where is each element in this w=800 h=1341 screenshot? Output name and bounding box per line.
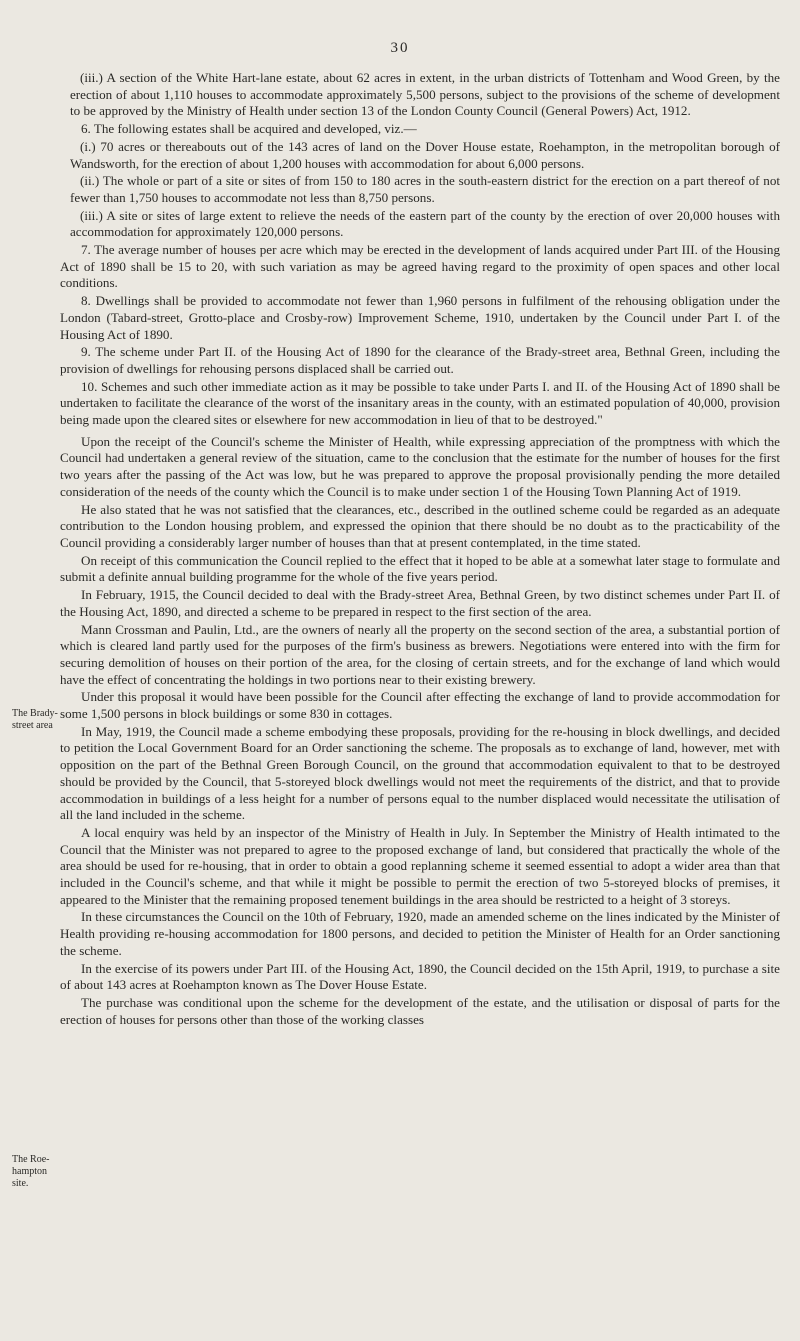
paragraph-clause-7: 7. The average number of houses per acre which may be erected in the development of lands acquired under Part III. of the Housing Act of 1890 shall be 15 to 20, with such variation as may be agreed having regard to the proximity of open spaces and other local conditions. — [60, 242, 780, 291]
paragraph-clause-9: 9. The scheme under Part II. of the Housing Act of 1890 for the clearance of the Brady-street area, Bethnal Green, including the provision of dwellings for rehousing persons displaced shall be carried out. — [60, 344, 780, 376]
paragraph-brady-street-1915: In February, 1915, the Council decided to deal with the Brady-street Area, Bethnal Green, by two distinct schemes under Part II. of the Housing Act, 1890, and directed a scheme to be prepared in respect to the first section of the area. — [60, 587, 780, 619]
paragraph-clause-10: 10. Schemes and such other immediate action as it may be possible to take under Parts I. and II. of the Housing Act of 1890 shall be undertaken to facilitate the clearance of the worst of the insanitary areas in the county, with an estimated population of 40,000, provision being made upon the cleared sites or elsewhere for new accommodation in lieu of that to be destroyed." — [60, 378, 780, 428]
paragraph-minister-not-satisfied: He also stated that he was not satisfied that the clearances, etc., described in the outlined scheme could be regarded as an adequate contribution to the London housing problem, and expressed the opinion that there should be no doubt as to the practicability of the Council providing a considerably larger number of houses than that at present contemplated, in the time stated. — [60, 501, 780, 550]
paragraph-mann-crossman: Mann Crossman and Paulin, Ltd., are the owners of nearly all the property on the second section of the area, a substantial portion of which is cleared land partly used for the purposes of the firm's business as brewers. Negotiations were entered into with the firm for securing demolition of houses on their portion of the area, for the closing of certain streets, and for the exchange of land which would have the effect of concentrating the holdings in two portions near to their existing brewery. — [60, 621, 780, 687]
paragraph-purchase-conditional: The purchase was conditional upon the scheme for the development of the estate, and the utilisation or disposal of parts for the erection of houses for persons other than those of the working classes — [60, 994, 780, 1027]
paragraph-council-reply: On receipt of this communication the Council replied to the effect that it hoped to be able at a somewhat later stage to formulate and submit a definite annual building programme for the whole of the five years period. — [60, 552, 780, 585]
paragraph-amended-scheme: In these circumstances the Council on the 10th of February, 1920, made an amended scheme on the lines indicated by the Minister of Health providing re-housing accommodation for 1800 persons, and decided to petition the Minister of Health for an Order sanctioning the scheme. — [60, 909, 780, 958]
paragraph-local-enquiry: A local enquiry was held by an inspector of the Ministry of Health in July. In September the Ministry of Health intimated to the Council that the Minister was not prepared to agree to the proposed exchange of land, but considered that practically the whole of the area should be used for re-housing, that in order to obtain a good replanning scheme it seemed essential to adopt a wider area than that included in the Council's scheme, and that while it might be possible to permit the erection of two 5-storeyed blocks of premises, it appeared to the Minister that the remaining proposed tenement buildings in the area should be restricted to a height of 3 storeys. — [60, 824, 780, 907]
paragraph-clause-6-iii: (iii.) A site or sites of large extent to relieve the needs of the eastern part of the county by the erection of over 20,000 houses with accommodation for approximately 120,000 persons. — [70, 207, 780, 240]
paragraph-may-1919-scheme: In May, 1919, the Council made a scheme embodying these proposals, providing for the re-housing in block dwellings, and decided to petition the Local Government Board for an Order sanctioning the scheme. The proposals as to exchange of land, however, met with opposition on the part of the Bethnal Green Borough Council, on the ground that accommodation equivalent to that to be destroyed should be provided by the Council, that 5-storeyed block dwellings would not meet the requirements of the district, and that to provide accommodation in buildings of a less height for a number of persons equal to the number displaced would necessitate the utilisation of all the land included in the scheme. — [60, 723, 780, 823]
margin-note-brady-street: The Brady-street area — [12, 708, 58, 731]
paragraph-clause-6: 6. The following estates shall be acquired and developed, viz.— — [81, 121, 417, 137]
paragraph-exchange-proposal: Under this proposal it would have been possible for the Council after effecting the exchange of land to provide accommodation for some 1,500 persons in block buildings or some 830 in cottages. — [60, 689, 780, 722]
body-text — [60, 70, 780, 1029]
paragraph-white-hart-lane: (iii.) A section of the White Hart-lane estate, about 62 acres in extent, in the urban districts of Tottenham and Wood Green, by the erection of about 1,110 houses to accommodate approximately 5,500 persons, subject to the provisions of the scheme of development to be approved by the Ministry of Health under section 13 of the London County Council (General Powers) Act, 1912. — [70, 70, 780, 119]
paragraph-clause-6-ii: (ii.) The whole or part of a site or sites of from 150 to 180 acres in the south-eastern district for the erection on a part thereof of not fewer than 1,750 houses to accommodate not less than 8,750 persons. — [70, 173, 780, 205]
paragraph-clause-6-i: (i.) 70 acres or thereabouts out of the 143 acres of land on the Dover House estate, Roehampton, in the metropolitan borough of Wandsworth, for the erection of about 1,200 houses with accommodation for about 6,000 persons. — [70, 138, 780, 171]
page-number: 30 — [390, 40, 410, 56]
paragraph-clause-8: 8. Dwellings shall be provided to accommodate not fewer than 1,960 persons in fulfilment of the rehousing obligation under the London (Tabard-street, Grotto-place and Crosby-row) Improvement Scheme, 1910, undertaken by the Council under Part I. of the Housing Act of 1890. — [60, 293, 780, 342]
paragraph-roehampton-purchase: In the exercise of its powers under Part III. of the Housing Act, 1890, the Council decided on the 15th April, 1919, to purchase a site of about 143 acres at Roehampton known as The Dover House Estate. — [60, 960, 780, 993]
paragraph-minister-receipt: Upon the receipt of the Council's scheme the Minister of Health, while expressing appreciation of the promptness with which the Council had undertaken a general review of the situation, came to the conclusion that the estimate for the number of houses for the first two years after the passing of the Act was low, but he was prepared to approve the proposal provisionally pending the more detailed consideration of the needs of the county which the Council is to make under section 1 of the Housing Town Planning Act of 1919. — [60, 433, 780, 499]
margin-note-roehampton: The Roe-hampton site. — [12, 1154, 50, 1189]
